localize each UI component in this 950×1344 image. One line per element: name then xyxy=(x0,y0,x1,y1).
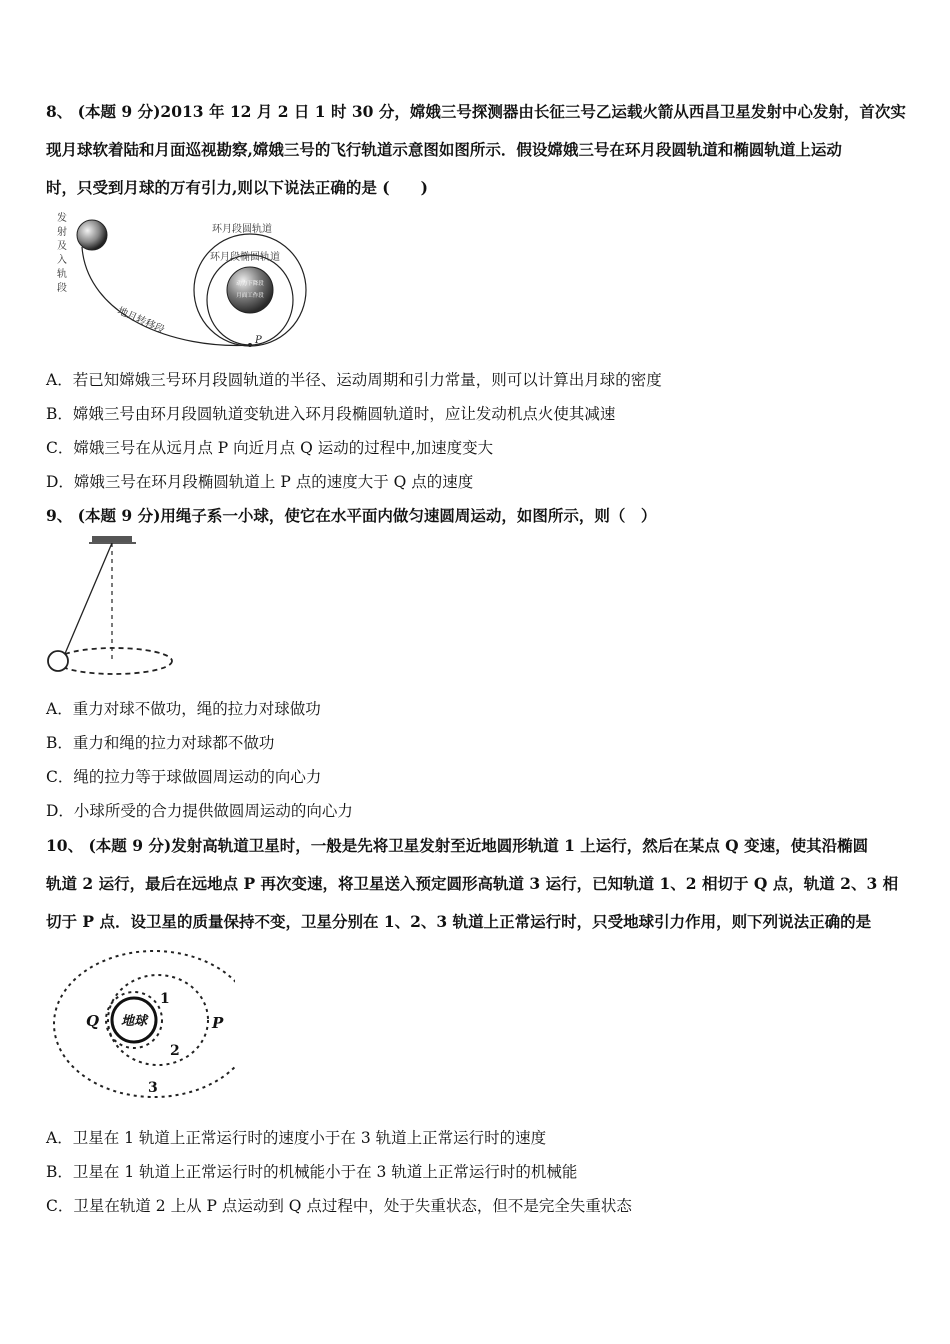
q8-orbit-figure xyxy=(52,205,312,355)
launch-label-c3: 及 xyxy=(57,241,67,252)
q10-stem-line-1: 10、 (本题 9 分)发射高轨道卫星时，一般是先将卫星发射至近地圆形轨道 1 上运行，然后在某点 Q 变速，使其沿椭圆 xyxy=(46,836,869,855)
q8-option-c[interactable]: C．嫦娥三号在从远月点 P 向近月点 Q 运动的过程中,加速度变大 xyxy=(46,439,494,457)
q8-stem-line-3: 时，只受到月球的万有引力,则以下说法正确的是 ( ) xyxy=(46,178,428,197)
launch-label-c1: 发 xyxy=(57,213,67,224)
q8-option-a[interactable]: A．若已知嫦娥三号环月段圆轨道的半径、运动周期和引力常量，则可以计算出月球的密度 xyxy=(46,371,662,389)
moon-ball xyxy=(227,267,273,313)
q8-option-b[interactable]: B．嫦娥三号由环月段圆轨道变轨进入环月段椭圆轨道时，应让发动机点火使其减速 xyxy=(46,405,616,423)
launch-label-c4: 入 xyxy=(57,255,67,266)
orbit-3-label: 3 xyxy=(148,1080,158,1096)
launch-label-c5: 轨 xyxy=(57,269,67,280)
ellipse-orbit-label: 环月段椭圆轨道 xyxy=(210,252,280,263)
p-label: P xyxy=(255,335,262,346)
rope xyxy=(64,543,112,656)
q10-option-c[interactable]: C．卫星在轨道 2 上从 P 点运动到 Q 点过程中，处于失重状态，但不是完全失重状态 xyxy=(46,1197,632,1215)
q9-option-c[interactable]: C．绳的拉力等于球做圆周运动的向心力 xyxy=(46,768,322,786)
orbit-1-label: 1 xyxy=(160,991,170,1007)
q10-stem-line-3: 切于 P 点．设卫星的质量保持不变，卫星分别在 1、2、3 轨道上正常运行时，只受地球引力作用，则下列说法正确的是 xyxy=(46,912,872,931)
point-p xyxy=(248,343,252,347)
q10-option-a[interactable]: A．卫星在 1 轨道上正常运行时的速度小于在 3 轨道上正常运行时的速度 xyxy=(46,1129,547,1147)
q10-orbit-figure xyxy=(50,944,235,1102)
q9-option-b[interactable]: B．重力和绳的拉力对球都不做功 xyxy=(46,734,275,752)
q8-stem-line-2: 现月球软着陆和月面巡视勘察,嫦娥三号的飞行轨道示意图如图所示．假设嫦娥三号在环月段圆轨道和椭圆轨道上运动 xyxy=(46,140,842,159)
ball xyxy=(48,651,68,671)
q10-stem-line-2: 轨道 2 运行，最后在远地点 P 再次变速，将卫星送入预定圆形高轨道 3 运行，已知轨道 1、2 相切于 Q 点，轨道 2、3 相 xyxy=(46,874,899,893)
launch-label xyxy=(57,211,67,294)
moon-label-1: 动力下降段 xyxy=(236,281,264,287)
q10-option-b[interactable]: B．卫星在 1 轨道上正常运行时的机械能小于在 3 轨道上正常运行时的机械能 xyxy=(46,1163,578,1181)
p-label: P xyxy=(212,1014,224,1032)
launch-label-c6: 段 xyxy=(57,283,67,294)
q9-option-d[interactable]: D．小球所受的合力提供做圆周运动的向心力 xyxy=(46,802,353,820)
moon-label-2: 月面工作段 xyxy=(236,293,264,299)
transfer-label: 地月转移段 xyxy=(115,305,166,337)
q9-option-a[interactable]: A．重力对球不做功，绳的拉力对球做功 xyxy=(46,700,321,718)
circle-orbit-label: 环月段圆轨道 xyxy=(212,224,272,235)
q8-stem-line-1: 8、 (本题 9 分)2013 年 12 月 2 日 1 时 30 分，嫦娥三号探测器由长征三号乙运载火箭从西昌卫星发射中心发射，首次实 xyxy=(46,102,906,121)
q9-stem: 9、 (本题 9 分)用绳子系一小球，使它在水平面内做匀速圆周运动，如图所示，则（ ） xyxy=(46,506,657,525)
q-label: Q xyxy=(86,1012,100,1030)
orbit-2-label: 2 xyxy=(170,1043,180,1059)
earth-label: 地球 xyxy=(120,1014,148,1029)
launch-label-c2: 射 xyxy=(57,227,67,238)
ceiling-mount xyxy=(92,536,132,542)
circular-path xyxy=(56,648,172,674)
q9-pendulum-figure xyxy=(44,534,180,680)
earth-ball xyxy=(77,220,107,250)
q8-option-d[interactable]: D．嫦娥三号在环月段椭圆轨道上 P 点的速度大于 Q 点的速度 xyxy=(46,473,474,491)
